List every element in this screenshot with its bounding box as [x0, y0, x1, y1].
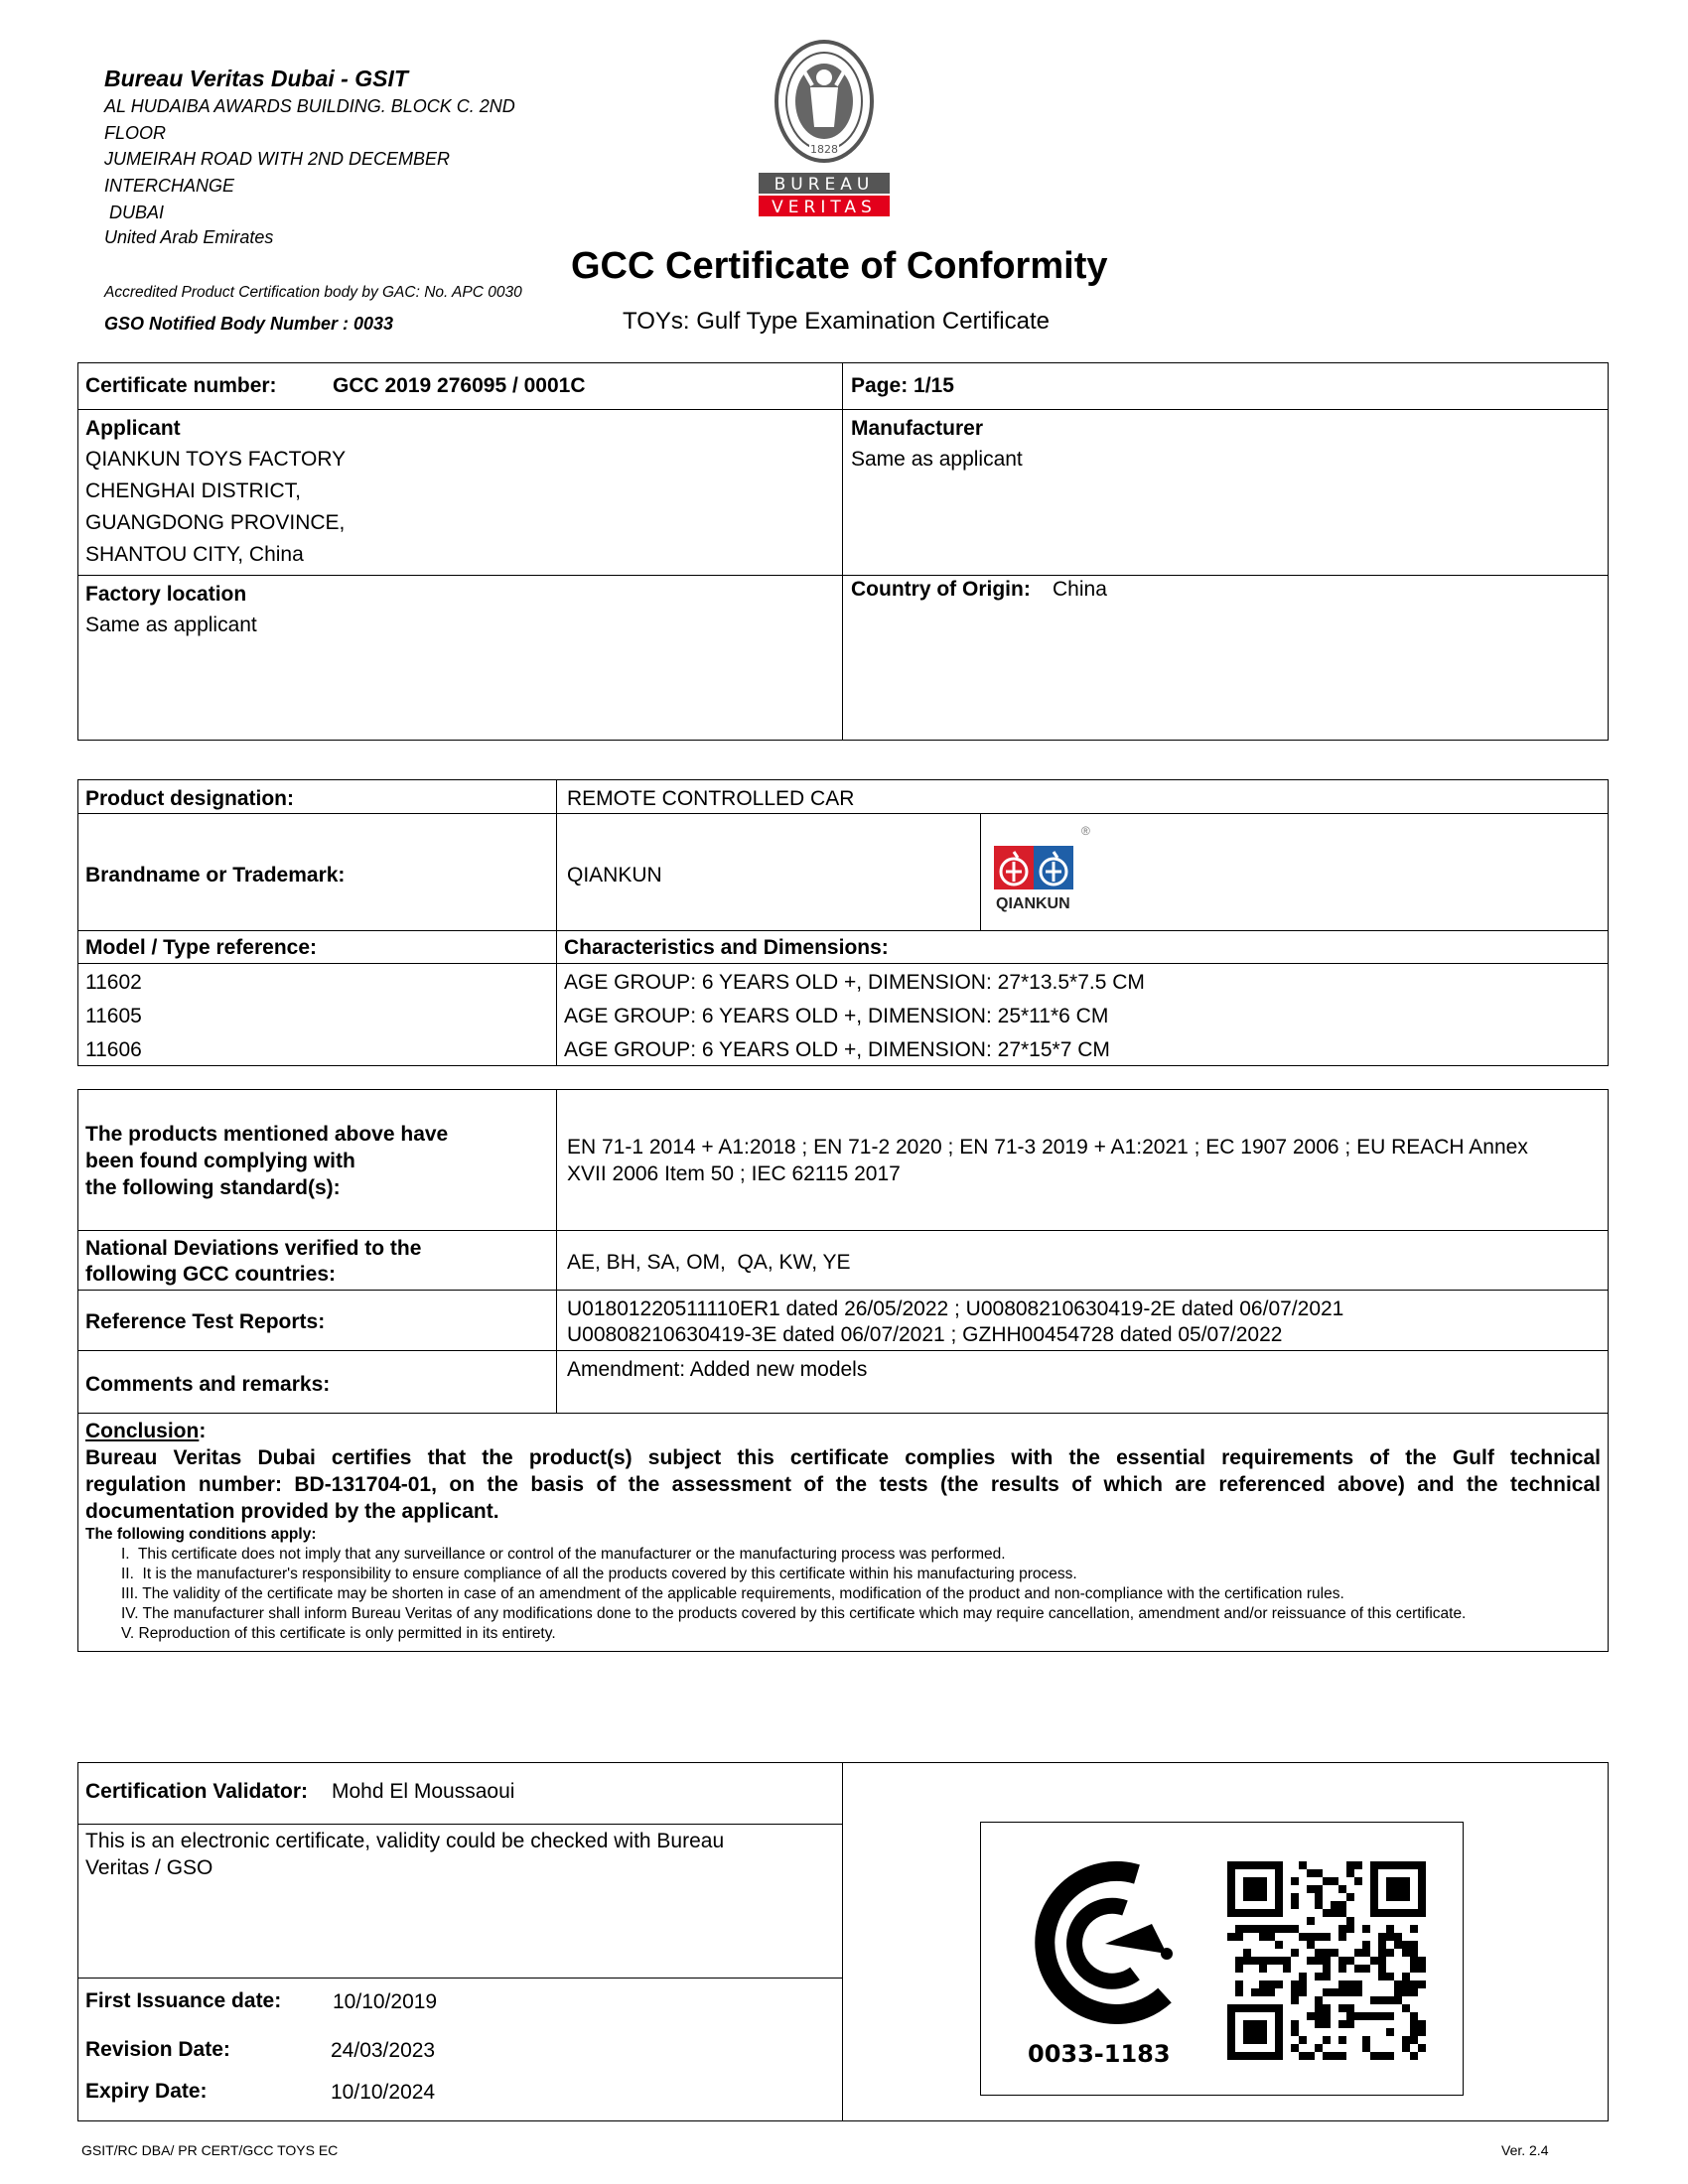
standards-value-line: XVII 2006 Item 50 ; IEC 62115 2017 — [567, 1162, 901, 1185]
model-characteristics: AGE GROUP: 6 YEARS OLD +, DIMENSION: 25*11*6 CM — [564, 1005, 1109, 1027]
model-reference-label: Model / Type reference: — [85, 936, 318, 959]
gcc-conformity-mark — [1018, 1856, 1187, 2030]
comments-label: Comments and remarks: — [85, 1373, 331, 1396]
factory-location-value: Same as applicant — [85, 614, 257, 636]
conclusion-line: documentation provided by the applicant. — [85, 1500, 499, 1523]
issuer-address-line: United Arab Emirates — [104, 227, 274, 247]
condition-item: III. The validity of the certificate may be shorten in case of an amendment of the applicable requirements, modification of the product and non-compliance with the certification rules. — [121, 1585, 1344, 1602]
condition-item: V. Reproduction of this certificate is only permitted in its entirety. — [121, 1625, 556, 1642]
brand-value: QIANKUN — [567, 864, 662, 887]
manufacturer-label: Manufacturer — [851, 417, 984, 440]
standards-label-line: been found complying with — [85, 1150, 355, 1172]
deviations-value: AE, BH, SA, OM, QA, KW, YE — [567, 1251, 851, 1274]
country-of-origin-label: Country of Origin: — [851, 578, 1031, 601]
gcc-conformity-mark-icon — [1018, 1856, 1187, 2030]
applicant-line: GUANGDONG PROVINCE, — [85, 511, 346, 534]
expiry-date: 10/10/2024 — [331, 2081, 436, 2104]
condition-item: II. It is the manufacturer's responsibility to ensure compliance of all the products covered by this certificate within his manufacturing process. — [121, 1566, 1077, 1582]
country-of-origin-value: China — [1053, 578, 1107, 601]
issuer-address-line: DUBAI — [104, 203, 165, 222]
issuer-name: Bureau Veritas Dubai - GSIT — [104, 66, 408, 91]
standards-label-line: the following standard(s): — [85, 1176, 341, 1199]
page-title: GCC Certificate of Conformity — [571, 245, 1108, 287]
first-issuance-date: 10/10/2019 — [333, 1990, 438, 2013]
issuer-address-line: AL HUDAIBA AWARDS BUILDING. BLOCK C. 2ND — [104, 96, 515, 116]
issuer-address-line: INTERCHANGE — [104, 176, 235, 196]
electronic-note-line: This is an electronic certificate, validity could be checked with Bureau — [85, 1830, 725, 1852]
qiankun-brand-logo — [988, 824, 1097, 923]
applicant-line: QIANKUN TOYS FACTORY — [85, 448, 347, 471]
model-characteristics: AGE GROUP: 6 YEARS OLD +, DIMENSION: 27*13.5*7.5 CM — [564, 971, 1145, 994]
page-subtitle: TOYs: Gulf Type Examination Certificate — [623, 308, 1050, 335]
characteristics-label: Characteristics and Dimensions: — [564, 936, 889, 959]
qiankun-logo-text: QIANKUN — [996, 895, 1070, 912]
reports-label: Reference Test Reports: — [85, 1310, 326, 1333]
comments-value: Amendment: Added new models — [567, 1358, 868, 1381]
condition-item: I. This certificate does not imply that any surveillance or control of the manufacturer or the manufacturing process was performed. — [121, 1546, 1006, 1563]
standards-value-line: EN 71-1 2014 + A1:2018 ; EN 71-2 2020 ; EN 71-3 2019 + A1:2021 ; EC 1907 2006 ; EU REACH Annex — [567, 1136, 1528, 1159]
qr-code — [1227, 1861, 1426, 2060]
seal-year: 1828 — [810, 143, 838, 156]
standards-label-line: The products mentioned above have — [85, 1123, 449, 1146]
bureau-veritas-logo — [755, 38, 894, 221]
manufacturer-value: Same as applicant — [851, 448, 1023, 471]
report-line: U01801220511110ER1 dated 26/05/2022 ; U00808210630419-2E dated 06/07/2021 — [567, 1297, 1344, 1320]
deviations-label-line: following GCC countries: — [85, 1263, 336, 1286]
footer-version: Ver. 2.4 — [1501, 2142, 1549, 2158]
brand-label: Brandname or Trademark: — [85, 864, 346, 887]
model-number: 11606 — [85, 1038, 142, 1061]
certificate-details-box — [77, 362, 1609, 741]
deviations-label-line: National Deviations verified to the — [85, 1237, 422, 1260]
conclusion-line: Bureau Veritas Dubai certifies that the product(s) subject this certificate complies with the essential requirements of the Gulf technical — [85, 1446, 1601, 1469]
gso-notified-body-number: GSO Notified Body Number : 0033 — [104, 314, 394, 334]
report-line: U00808210630419-3E dated 06/07/2021 ; GZHH00454728 dated 05/07/2022 — [567, 1323, 1283, 1346]
accreditation-note: Accredited Product Certification body by GAC: No. APC 0030 — [104, 284, 522, 301]
issuer-address-line: FLOOR — [104, 123, 167, 143]
first-issuance-label: First Issuance date: — [85, 1989, 282, 2012]
conclusion-heading — [85, 1420, 206, 1443]
product-designation-label: Product designation: — [85, 787, 294, 810]
logo-line-bureau: BUREAU — [774, 175, 875, 195]
expiry-label: Expiry Date: — [85, 2080, 208, 2103]
applicant-line: SHANTOU CITY, China — [85, 543, 304, 566]
model-characteristics: AGE GROUP: 6 YEARS OLD +, DIMENSION: 27*15*7 CM — [564, 1038, 1110, 1061]
revision-label: Revision Date: — [85, 2038, 230, 2061]
conclusion-line: regulation number: BD-131704-01, on the basis of the assessment of the tests (the results of which are referenced above) and the technical — [85, 1473, 1601, 1496]
validator-label: Certification Validator: — [85, 1780, 309, 1803]
bureau-veritas-seal-icon — [755, 38, 894, 221]
conclusion-colon: : — [199, 1420, 207, 1442]
issuer-address-line: JUMEIRAH ROAD WITH 2ND DECEMBER — [104, 149, 451, 169]
certificate-number: GCC 2019 276095 / 0001C — [333, 374, 586, 397]
registered-mark: ® — [1081, 824, 1090, 838]
model-number: 11602 — [85, 971, 142, 994]
certificate-number-label: Certificate number: — [85, 374, 277, 397]
page-number: Page: 1/15 — [851, 374, 954, 397]
applicant-line: CHENGHAI DISTRICT, — [85, 479, 302, 502]
conditions-heading: The following conditions apply: — [85, 1526, 317, 1543]
factory-location-label: Factory location — [85, 583, 247, 606]
conformity-mark-code: 0033-1183 — [1028, 2040, 1171, 2068]
conclusion-heading-text: Conclusion — [85, 1420, 200, 1442]
electronic-note-line: Veritas / GSO — [85, 1856, 213, 1879]
model-number: 11605 — [85, 1005, 142, 1027]
footer-left: GSIT/RC DBA/ PR CERT/GCC TOYS EC — [81, 2142, 339, 2158]
logo-line-veritas: VERITAS — [772, 198, 877, 217]
revision-date: 24/03/2023 — [331, 2039, 436, 2062]
product-designation: REMOTE CONTROLLED CAR — [567, 787, 855, 810]
applicant-label: Applicant — [85, 417, 181, 440]
validator-name: Mohd El Moussaoui — [332, 1780, 515, 1803]
qr-code-icon — [1227, 1861, 1426, 2060]
condition-item: IV. The manufacturer shall inform Bureau Veritas of any modifications done to the products covered by this certificate which may require cancellation, amendment and/or reissuance of this certificate. — [121, 1605, 1467, 1622]
